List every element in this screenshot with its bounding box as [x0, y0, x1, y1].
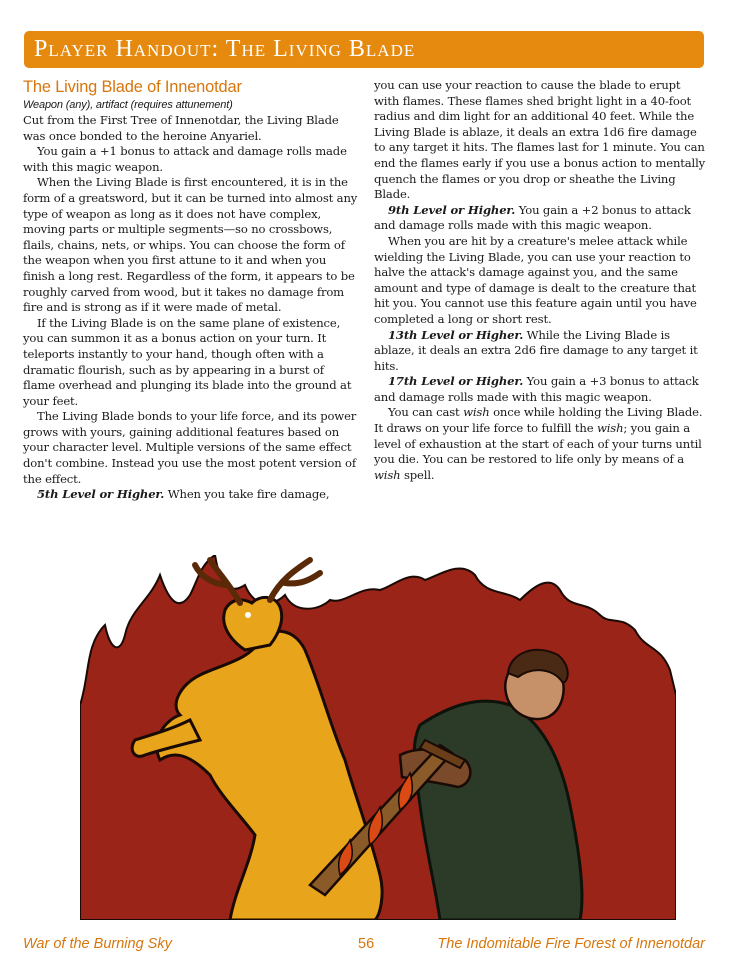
paragraph-text: You can cast — [388, 405, 464, 420]
paragraph-text: You gain a +3 bonus to attack and damage rolls made with this magic weapon. — [374, 374, 699, 404]
stag-and-warrior-illustration — [80, 555, 676, 920]
paragraph-text: ; you gain a level of exhaustion at the start of each of your turns until you die. You can be restored to life only by means of a — [374, 421, 702, 467]
paragraph-text: You gain a +2 bonus to attack and damage rolls made with this magic weapon. — [374, 202, 691, 233]
wish-term: wish — [596, 421, 624, 436]
paragraph: When you are hit by a creature's melee attack while wielding the Living Blade, you can use your reaction to halve the attack's damage against you, and the same amount and type of damage is dealt to the creature that hit you. You cannot use this feature again until you have completed a long or short rest. — [374, 233, 697, 326]
paragraph: you can use your reaction to cause the blade to erupt with flames. These flames shed bright light in a 40-foot radius and dim light for an additional 40 feet. While the Living Blade is ablaze, it deals an extra 1d6 fire damage to any target it hits. The flames last for 1 minute. You can end the flames early if you use a bonus action to mentally quench the flames or you drop or sheathe the Living Blade. — [374, 78, 706, 202]
footer-page-number: 56 — [358, 936, 375, 952]
paragraph-text: once while holding the Living Blade. It draws on your life force to fulfill the — [374, 405, 703, 436]
left-column — [23, 78, 358, 503]
stag-eye — [245, 612, 251, 618]
footer-chapter-title: The Indomitable Fire Forest of Innenotdar — [437, 936, 705, 952]
paragraph-text: spell. — [400, 467, 435, 482]
level-label: 9th Level or Higher. — [388, 202, 516, 217]
paragraph — [23, 487, 358, 503]
level-label: 13th Level or Higher. — [388, 327, 524, 342]
paragraph: When the Living Blade is first encountered, it is in the form of a greatsword, but it can be turned into almost any type of weapon as long as it does not have complex, moving parts or multiple segments—so no crossbows, flails, chains, nets, or whips. You can choose the form of the weapon when you first attune to it and when you finish a long rest. Regardless of the form, it appears to be roughly carved from wood, but it takes no damage from fire and is strong as if it were made of metal. — [23, 175, 358, 315]
paragraph: You gain a +1 bonus to attack and damage rolls made with this magic weapon. — [23, 144, 347, 174]
paragraph-text: When you take fire damage, — [164, 487, 330, 502]
wish-term: wish — [463, 405, 490, 420]
right-column — [374, 78, 709, 483]
paragraph — [374, 203, 709, 234]
level-label: 5th Level or Higher. — [37, 487, 165, 502]
item-name: The Living Blade of Innenotdar — [23, 78, 242, 96]
paragraph: Cut from the First Tree of Innenotdar, the Living Blade was once bonded to the heroine Anyariel. — [23, 113, 339, 143]
paragraph: The Living Blade bonds to your life force, and its power grows with yours, gaining additional features based on your character level. Multiple versions of the same effect don't combine. Instead you use the most potent version of the effect. — [23, 409, 357, 486]
paragraph — [374, 328, 709, 375]
footer-book-title: War of the Burning Sky — [23, 936, 172, 952]
level-label: 17th Level or Higher. — [388, 374, 524, 389]
paragraph: If the Living Blade is on the same plane of existence, you can summon it as a bonus action on your turn. It teleports instantly to your hand, though often with a dramatic flourish, such as by appearing in a burst of flame overhead and plunging its blade into the ground at your feet. — [23, 315, 352, 408]
paragraph — [374, 405, 709, 483]
paragraph — [374, 374, 709, 405]
wish-term: wish — [374, 467, 401, 482]
handout-banner — [24, 31, 704, 68]
item-subtitle: Weapon (any), artifact (requires attunement) — [23, 99, 233, 111]
page-footer — [23, 936, 705, 960]
handout-title: Player Handout: The Living Blade — [34, 36, 416, 62]
paragraph-text: While the Living Blade is ablaze, it deals an extra 2d6 fire damage to any target it hits. — [374, 327, 698, 373]
